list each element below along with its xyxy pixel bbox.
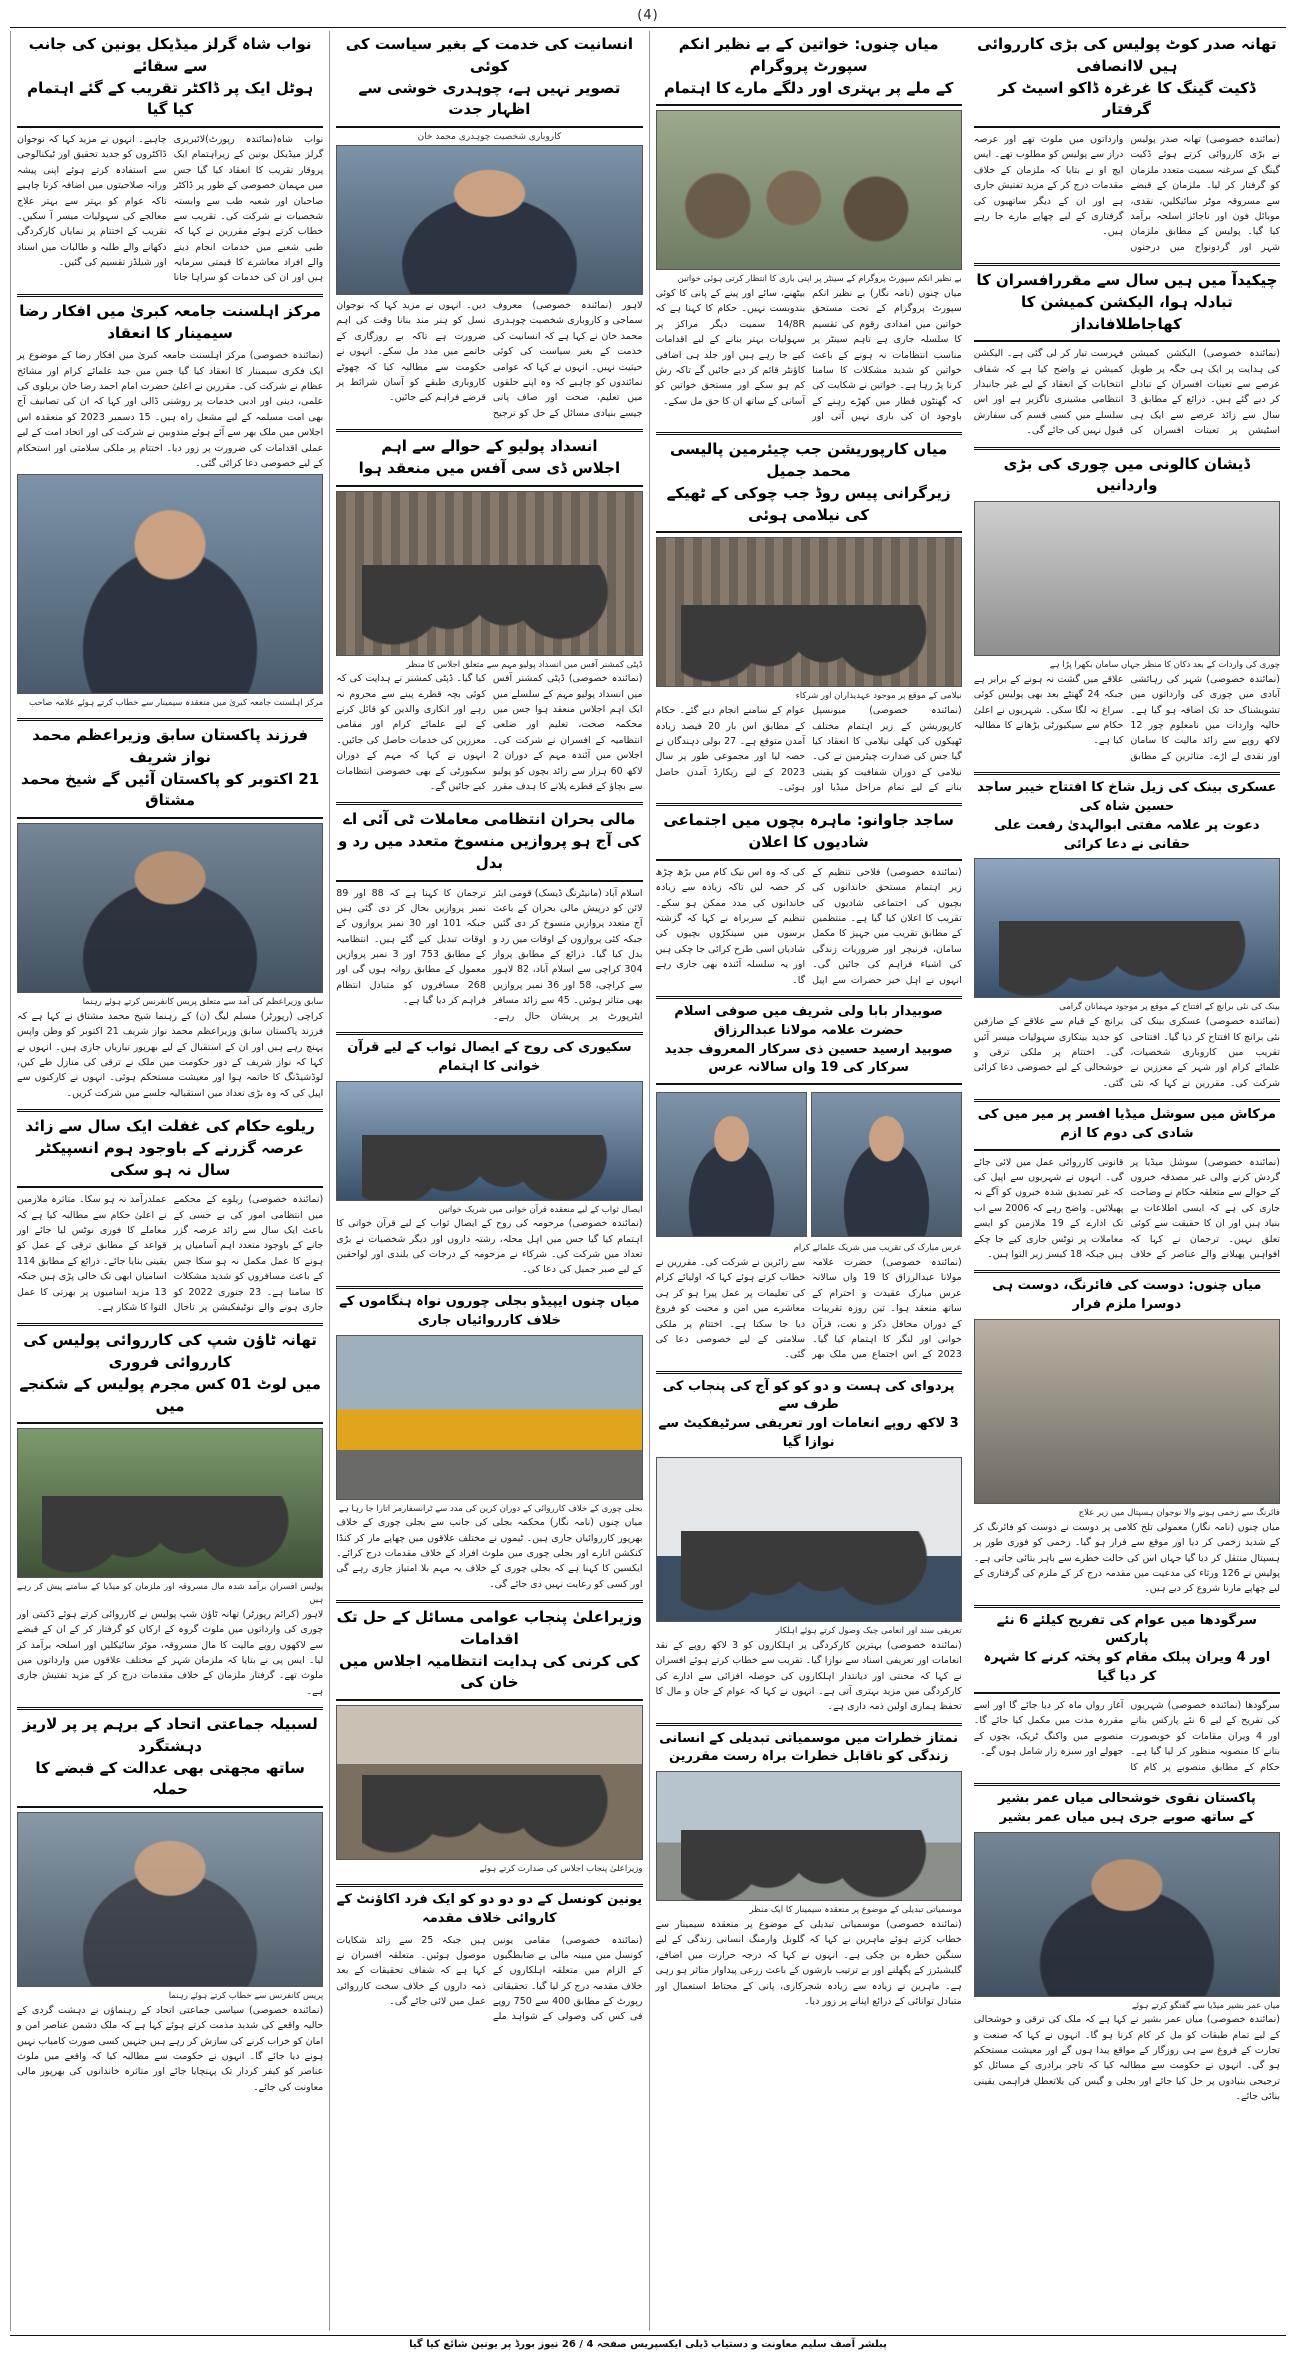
article-municipal-auction bbox=[656, 439, 962, 795]
photo-caption: سابق وزیراعظم کی آمد سے متعلق پریس کانفرنس کرتے ہوئے رہنما bbox=[82, 997, 324, 1007]
divider bbox=[336, 126, 642, 128]
photo-caption: چوری کی واردات کے بعد دکان کا منظر جہاں سامان بکھرا پڑا ہے bbox=[1049, 660, 1280, 670]
headline: پردوای کی ہست و دو کو کو آج کی پنجاب کی طرف سے 3 لاکھ روپے انعامات اور تعریفی سرٹیفکیٹ سے نوازا گیا bbox=[658, 1378, 959, 1451]
article-union-council-case bbox=[336, 1891, 642, 2025]
headline: یونین کونسل کے دو دو دو کو ایک فرد اکاؤنٹ کے کاروائی خلاف مقدمہ bbox=[336, 1891, 643, 1926]
headline: پاکستان نقوی خوشحالی میاں عمر بشیر کے ساتھ صوبے جری ہیں میاں عمر بشیر bbox=[997, 1790, 1256, 1825]
article-nawabshah-medical bbox=[17, 34, 323, 286]
headline: انسانیت کی خدمت کے بغیر سیاست کی کوئی تصویر نہیں ہے، چوہدری خوشی سے اظہار جدت bbox=[345, 35, 634, 119]
photo-crane-truck bbox=[336, 1335, 642, 1500]
divider bbox=[336, 485, 642, 487]
divider bbox=[974, 1099, 1280, 1102]
photo-conference-hall bbox=[336, 1705, 642, 1860]
headline: عسکری بینک کی زیل شاخ کا افتتاح خیبر ساجد حسین شاہ کی دعوت پر علامہ مفتی ابوالہدیٰ رفعت علی حقانی نے دعا کرائی bbox=[977, 780, 1277, 852]
top-rule bbox=[10, 27, 1286, 28]
photo-portrait-scholar-b bbox=[656, 1092, 807, 1237]
divider bbox=[974, 772, 1280, 775]
divider bbox=[974, 340, 1280, 342]
photo-caption: تعریفی سند اور انعامی چیک وصول کرتے ہوئے اہلکار bbox=[775, 1626, 962, 1636]
divider bbox=[656, 1723, 962, 1726]
article-body: میاں چنوں (نامہ نگار) محکمہ بجلی کی جانب سے بجلی چوری کے خلاف بھرپور کارروائیاں جاری ہیں۔ ٹیموں نے مختلف علاقوں میں چھاپے مار کر کنڈا کنکشن اتارے اور بجلی چوری میں ملوث افراد کے خلاف مقدمات درج کرائے۔ ایکسین کا کہنا ہے کہ بجلی چوری کے خلاف یہ مہم بلا امتیاز جاری رہے گی اور کسی کو رعایت نہیں دی جائے گی۔ bbox=[336, 1517, 643, 1590]
divider bbox=[336, 1699, 642, 1701]
headline: ریلوے حکام کی غفلت ایک سال سے زائد عرصہ گزرنے کے باوجود ہوم انسپیکٹر سال نہ ہو سکی bbox=[25, 1117, 315, 1179]
photo-caption: بینک کی نئی برانچ کے افتتاح کے موقع پر موجود مہمانان گرامی bbox=[1059, 1002, 1280, 1013]
divider bbox=[974, 126, 1280, 128]
article-railway-negligence bbox=[17, 1116, 323, 1315]
headline: چیکیدآ میں ہیں سال سے مقررافسران کا تبادلہ ہوا، الیکشن کمیشن کا کھاجاطلافانداز bbox=[976, 271, 1278, 333]
divider bbox=[336, 1600, 642, 1603]
column-4 bbox=[968, 31, 1286, 2331]
divider bbox=[336, 1286, 642, 1289]
article-pia-flights bbox=[336, 809, 642, 1024]
article-body: (نمائندہ خصوصی) موسمیاتی تبدیلی کے موضوع پر منعقدہ سیمینار سے خطاب کرتے ہوئے ماہرین نے کہا کہ گلوبل وارمنگ انسانی زندگی کے لیے سنگین خطرہ بن چکی ہے۔ انہوں نے کہا کہ درجہ حرارت میں اضافے، گلیشیئرز کے پگھلنے اور بے ترتیب بارشوں کے باعث زرعی پیداوار متاثر ہو رہی ہے۔ ماہرین نے زیادہ سے زیادہ شجرکاری، پانی کے محتاط استعمال اور متبادل توانائی کے ذرائع اپنانے پر زور دیا۔ bbox=[655, 1919, 962, 2007]
divider bbox=[656, 104, 962, 106]
divider bbox=[336, 1884, 642, 1887]
photo-portrait-scholar bbox=[17, 474, 323, 694]
photo-caption: فائرنگ سے زخمی ہونے والا نوجوان ہسپتال میں زیر علاج bbox=[1078, 1508, 1280, 1518]
article-mass-marriages bbox=[656, 810, 962, 988]
headline: مرکاش میں سوشل میڈیا افسر پر میر میں کی شادی کی دوم کا ازم bbox=[977, 1107, 1276, 1141]
photo-meeting-table bbox=[336, 491, 642, 656]
divider bbox=[336, 429, 642, 432]
divider bbox=[974, 1149, 1280, 1151]
headline: انسداد پولیو کے حوالے سے اہم اجلاس ڈی سی آفس میں منعقد ہوا bbox=[358, 437, 621, 477]
headline: مرکز اہلسنت جامعہ کبریٰ میں افکار رضا سیمینار کا انعقاد bbox=[19, 301, 322, 342]
article-friend-firing bbox=[974, 1277, 1280, 1596]
column-1 bbox=[10, 31, 329, 2331]
headline: میاں چنوں ایپیڈو بجلی چوروں نواہ ہنگاموں کے خلاف کارروائیاں جاری bbox=[339, 1293, 640, 1328]
article-humanity-service bbox=[336, 34, 642, 421]
column-2 bbox=[329, 31, 648, 2331]
photo-seminar-room bbox=[656, 1771, 962, 1901]
divider bbox=[17, 817, 323, 819]
article-climate-change bbox=[656, 1730, 962, 2010]
headline: وزیراعلیٰ پنجاب عوامی مسائل کے حل تک اقدامات کی کرنی کی ہدایت انتظامیہ اجلاس میں خان کی bbox=[336, 1608, 643, 1692]
article-sadar-police-raid bbox=[974, 34, 1280, 255]
column-3 bbox=[649, 31, 968, 2331]
page-footer: پبلشر آصف سلیم معاونت و دستیاب ڈیلی ایکسپریس صفحہ 4 / 26 نیوز بورڈ پر یونین شائع کیا گیا bbox=[10, 2335, 1286, 2350]
article-lasbela-alliance bbox=[17, 1714, 323, 2095]
photo-women-group bbox=[656, 110, 962, 270]
divider bbox=[656, 996, 962, 999]
page-number: (4) bbox=[637, 8, 659, 23]
headline: صوبیدار بابا ولی شریف میں صوفی اسلام حضرت علامہ مولانا عبدالرزاق صوبید ارسید حسین ذی سرکار المعروف جدید سرکار کی 19 واں سالانہ عرس bbox=[664, 1003, 953, 1076]
article-award-ceremony bbox=[656, 1378, 962, 1715]
columns-grid bbox=[10, 31, 1286, 2331]
divider bbox=[17, 1707, 323, 1710]
headline: سکیوری کی روح کے ایصال ثواب کے لیے قرآن خوانی کا اہتمام bbox=[347, 1039, 632, 1074]
article-electricity-theft bbox=[336, 1293, 642, 1592]
article-body: لاہور (کرائم رپورٹر) تھانہ ٹاؤن شپ پولیس نے کارروائی کرتے ہوئے ڈکیتی اور چوری کی وارداتوں میں ملوث گروہ کے ارکان کو گرفتار کر کے ان کے قبضے سے لاکھوں روپے مالیت کا مال مسروقہ، موٹر سائیکلیں اور اسلحہ برآمد کر لیا۔ ایس پی نے بتایا کہ ملزمان شہر کے مختلف علاقوں میں وارداتوں میں ملوث تھے۔ گرفتار ملزمان کے خلاف مقدمات درج کر کے مزید تفتیش جاری ہے۔ bbox=[17, 1608, 324, 1697]
article-body: (نمائندہ خصوصی) ریلوے کے محکمے میں انتظامی امور کی بے حسی کے باعث ایک سال سے زائد عرصہ گزر جانے کے باوجود متعدد اہم آسامیاں پر ہونے کا عمل مکمل نہ ہو سکا جس کے باعث مسافروں کو شدید مشکلات کا سامنا ہے۔ 23 جنوری 2022 کو جاری ہونے والے نوٹیفکیشن پر تاحال عملدرآمد نہ ہو سکا۔ متاثرہ ملازمین نے اعلیٰ حکام سے مطالبہ کیا ہے کہ معاملے کا فوری نوٹس لیا جائے اور قواعد کے مطابق ترقی کے عمل کو یقینی بنایا جائے۔ ذرائع کے مطابق 114 اسامیاں ابھی تک خالی پڑی ہیں جبکہ 13 مزید اسامیوں پر بھرتی کا عمل التوا کا شکار ہے۔ bbox=[17, 1194, 324, 1313]
headline: نواب شاہ گرلز میڈیکل یونین کی جانب سے سقائے ہوٹل ایک پر ڈاکٹر تقریب کے گئے اہتمام کیا گیا bbox=[27, 35, 314, 119]
photo-caption: ایصال ثواب کے لیے منعقدہ قرآن خوانی میں شریک خواتین bbox=[438, 1204, 643, 1215]
article-body: (نمائندہ خصوصی) شہر کی رہائشی آبادی میں چوری کی وارداتوں میں تشویشناک حد تک اضافہ ہو گیا ہے۔ حالیہ واردات میں نامعلوم چور 12 لاکھ روپے سے زائد مالیت کا سامان اور نقدی لے اڑے۔ متاثرین کے مطابق علاقے میں گشت نہ ہونے کے برابر ہے جبکہ 24 گھنٹے بعد بھی پولیس کوئی سراغ نہ لگا سکی۔ شہریوں نے اعلیٰ حکام سے سیکیورٹی بڑھانے کا مطالبہ کیا ہے۔ bbox=[973, 673, 1280, 762]
article-markaz-ahlesunnat bbox=[17, 301, 323, 710]
photo-caption: پریس کانفرنس سے خطاب کرتے ہوئے رہنما bbox=[168, 1991, 324, 2001]
photo-caption: پولیس افسران برآمد شدہ مال مسروقہ اور ملزمان کو میڈیا کے سامنے پیش کر رہے ہیں bbox=[17, 1582, 324, 1605]
article-social-media-clarification bbox=[974, 1106, 1280, 1262]
article-sargodha-parks bbox=[974, 1612, 1280, 1775]
photo-quran-khwani bbox=[336, 1081, 642, 1201]
article-body: (نمائندہ خصوصی) حضرت علامہ مولانا عبدالرزاق کا 19 واں سالانہ عرس مبارک عقیدت و احترام کے ساتھ منعقد ہوا۔ تین روزہ تقریبات کے دوران محافل ذکر و نعت، قرآن خوانی اور لنگر کا اہتمام کیا گیا۔ 2023 کے اس اجتماع میں ملک بھر سے زائرین نے شرکت کی۔ مقررین نے خطاب کرتے ہوئے کہا کہ اولیائے کرام کی تعلیمات پر عمل پیرا ہو کر ہی معاشرے میں امن و محبت کو فروغ دیا جا سکتا ہے۔ اختتام پر ملکی سلامتی کے لیے خصوصی دعا کی گئی۔ bbox=[655, 1257, 962, 1361]
headline: نمتاز خطرات میں موسمیاتی تبدیلی کے انسانی زندگی کو ناقابل خطرات براہ رست مقررین bbox=[659, 1730, 958, 1765]
article-body: میاں چنوں (نامہ نگار) معمولی تلخ کلامی پر دوست نے دوست کو فائرنگ کر کے شدید زخمی کر دیا اور موقع سے فرار ہو گیا۔ زخمی کو فوری طور پر ہسپتال منتقل کر دیا گیا جہاں اس کی حالت خطرے سے باہر بتائی جاتی ہے۔ پولیس نے 126 ورثاء کی مدعیت میں مقدمہ درج کر کے ملزم کی گرفتاری کے لیے چھاپے مارنا شروع کر دیے ہیں۔ bbox=[973, 1521, 1280, 1595]
photo-bank-opening bbox=[974, 858, 1280, 998]
divider bbox=[336, 802, 642, 805]
divider bbox=[17, 1323, 323, 1326]
article-body: نواب شاہ(نمائندہ رپورٹ)لائبریری گرلز میڈیکل یونین کے زیراہتمام ایک پروقار تقریب کا انعقاد کیا گیا جس میں مہمان خصوصی کے طور پر ڈاکٹر صاحبان اور شعبہ طب سے وابستہ شخصیات نے شرکت کی۔ تقریب سے خطاب کرتے ہوئے مقررین نے کہا کہ طبی شعبے میں خدمات انجام دینے والے افراد معاشرے کا قیمتی سرمایہ ہیں اور ان کی خدمات کو سراہا جانا چاہیے۔ انہوں نے مزید کہا کہ نوجوان ڈاکٹروں کو جدید تحقیق اور ٹیکنالوجی سے استفادہ کرتے ہوئے اپنی پیشہ ورانہ صلاحیتوں میں اضافہ کرنا چاہیے تاکہ عوام کو بہتر سے بہتر علاج معالجے کی سہولیات میسر آ سکیں۔ تقریب کے اختتام پر نمایاں کارکردگی دکھانے والے طلبہ و طالبات میں اسناد اور شیلڈز تقسیم کی گئیں۔ bbox=[17, 134, 324, 284]
article-body: (نمائندہ خصوصی) سوشل میڈیا پر گردش کرنے والی غیر مصدقہ خبروں کے حوالے سے متعلقہ حکام نے وضاحت جاری کی ہے کہ ایسی اطلاعات بے بنیاد ہیں اور ان کا حقیقت سے کوئی تعلق نہیں۔ ترجمان نے کہا کہ افواہیں پھیلانے والے عناصر کے خلاف قانونی کارروائی عمل میں لائی جائے گی۔ انہوں نے شہریوں سے اپیل کی کہ غیر تصدیق شدہ خبروں کو آگے نہ پھیلائیں۔ واضح رہے کہ 2006 سے اب تک ادارے کے 19 ملازمین کو ایسے معاملات پر نوٹس جاری کیے جا چکے ہیں جبکہ 18 کیسز زیر التوا ہیں۔ bbox=[973, 1156, 1280, 1260]
article-body: (نمائندہ خصوصی) عسکری بینک کی نئی برانچ کا افتتاح کر دیا گیا۔ افتتاحی تقریب میں کاروباری شخصیات، علمائے کرام اور شہر کے معززین نے شرکت کی۔ مقررین نے کہا کہ نئی برانچ کے قیام سے علاقے کے صارفین کو جدید بینکاری سہولیات میسر آئیں گی۔ اختتام پر ملکی ترقی و خوشحالی کے لیے خصوصی دعا کرائی گئی۔ bbox=[973, 1016, 1280, 1089]
photo-caption: نیلامی کے موقع پر موجود عہدیداران اور شرکاء bbox=[795, 691, 962, 702]
divider bbox=[974, 1692, 1280, 1694]
headline: مالی بحران انتظامی معاملات ٹی آئی اے کی آج ہو پروازیں منسوخ متعدد میں رد و بدل bbox=[338, 810, 641, 872]
article-polio-meeting bbox=[336, 436, 642, 794]
photo-portrait-leader bbox=[17, 823, 323, 993]
divider bbox=[656, 432, 962, 435]
photo-injured-man bbox=[974, 1319, 1280, 1504]
article-body: کراچی (رپورٹر) مسلم لیگ (ن) کے رہنما شیخ محمد مشتاق نے کہا ہے کہ فرزند پاکستان سابق وزیراعظم محمد نواز شریف 21 اکتوبر کو وطن واپس پہنچ رہے ہیں اور ان کے استقبال کے لیے بھرپور تیاریاں جاری ہیں۔ انہوں نے کہا کہ نواز شریف کے دور حکومت میں ملک نے ترقی کی منازل طے کیں، لوڈشیڈنگ کا خاتمہ ہوا اور معیشت مستحکم ہوئی۔ انہوں نے کارکنوں سے اپیل کی کہ وہ بڑی تعداد میں استقبالیہ جلسے میں شرکت کریں۔ bbox=[17, 1010, 324, 1099]
article-colony-thefts bbox=[974, 454, 1280, 765]
article-umar-bashir bbox=[974, 1790, 1280, 2105]
headline: تھانہ ٹاؤن شپ کی کارروائی پولیس کی کارروائی فروری میں لوٹ 01 کس مجرم پولیس کے شکنجے میں bbox=[19, 1331, 321, 1415]
headline: تھانہ صدر کوٹ پولیس کی بڑی کارروائی ہیں لاانصافی ڈکیت گینگ کا غرغرہ ڈاکو اسیٹ کر گرفتار bbox=[977, 35, 1277, 119]
divider bbox=[656, 1083, 962, 1085]
article-body: (نمائندہ خصوصی) میونسپل کارپوریشن کے زیر اہتمام مختلف ٹھیکوں کی کھلی نیلامی کا انعقاد کیا گیا جس کی صدارت چیئرمین نے کی۔ نیلامی کے دوران شفافیت کو یقینی بنانے کے لیے تمام مراحل میڈیا اور عوام کے سامنے انجام دیے گئے۔ حکام کے مطابق اس بار 20 فیصد زیادہ آمدن متوقع ہے۔ 27 بولی دہندگان نے حصہ لیا اور مجموعی طور پر سال 2023 کے لیے ریکارڈ آمدن حاصل ہوئی۔ bbox=[655, 705, 962, 793]
divider bbox=[656, 531, 962, 533]
article-nawaz-sharif-return bbox=[17, 725, 323, 1101]
photo-panel-meeting bbox=[656, 537, 962, 687]
divider bbox=[17, 1109, 323, 1112]
headline: فرزند پاکستان سابق وزیراعظم محمد نواز شریف 21 اکتوبر کو پاکستان آئیں گے شیخ محمد مشتاق bbox=[21, 726, 320, 810]
photo-caption: بے نظیر انکم سپورٹ پروگرام کے سینٹر پر اپنی باری کا انتظار کرتی ہوئی خواتین bbox=[677, 274, 962, 285]
article-body: (نمائندہ خصوصی) تھانہ صدر پولیس نے بڑی کارروائی کرتے ہوئے ڈکیت گینگ کے سرغنہ سمیت متعدد ملزمان کو گرفتار کر لیا۔ ملزمان کے قبضے سے مسروقہ موٹر سائیکلیں، نقدی، موبائل فون اور ناجائز اسلحہ برآمد کیا گیا۔ پولیس کے مطابق ملزمان شہر اور گردونواح میں درجنوں وارداتوں میں ملوث تھے اور عرصہ دراز سے پولیس کو مطلوب تھے۔ ایس ایچ او نے بتایا کہ ملزمان کے خلاف مقدمات درج کر کے مزید تفتیش جاری ہے اور ان کے دیگر ساتھیوں کی گرفتاری کے لیے چھاپے مارے جا رہے ہیں۔ bbox=[973, 134, 1280, 253]
divider bbox=[974, 447, 1280, 450]
article-body: (نمائندہ خصوصی) بہترین کارکردگی پر اہلکاروں کو 3 لاکھ روپے کے نقد انعامات اور تعریفی اسناد سے نوازا گیا۔ تقریب سے خطاب کرتے ہوئے افسران نے کہا کہ محنتی اور دیانتدار اہلکاروں کی حوصلہ افزائی سے ادارے کی کارکردگی میں مزید بہتری آتی ہے۔ انہوں نے کہا کہ عوام کے جان و مال کا تحفظ ہماری اولین ذمہ داری ہے۔ bbox=[655, 1639, 962, 1713]
photo-caption: عرس مبارک کی تقریب میں شریک علمائے کرام bbox=[793, 1243, 962, 1254]
divider bbox=[17, 718, 323, 721]
article-township-police bbox=[17, 1330, 323, 1699]
photo-award-ceremony bbox=[656, 1457, 962, 1622]
article-cm-punjab bbox=[336, 1607, 642, 1876]
photo-portrait-man-suit bbox=[974, 1832, 1280, 1997]
divider bbox=[17, 1806, 323, 1808]
divider bbox=[974, 1605, 1280, 1608]
photo-portrait-scholar-a bbox=[811, 1092, 962, 1237]
divider bbox=[656, 803, 962, 806]
headline: ساجد جاوانو: ماہرہ بچوں میں اجتماعی شادیوں کا اعلان bbox=[663, 811, 954, 852]
article-body: لاہور (نمائندہ خصوصی) معروف سماجی و کاروباری شخصیت چوہدری محمد خان نے کہا ہے کہ انسانیت کی خدمت کے بغیر سیاست کی کوئی حیثیت نہیں۔ انہوں نے کہا کہ عوامی نمائندوں کو چاہیے کہ وہ اپنے حلقوں میں تعلیم، صحت اور صاف پانی جیسے بنیادی مسائل کے حل کو ترجیح دیں۔ انہوں نے مزید کہا کہ نوجوان نسل کو ہنر مند بنانا وقت کی اہم ضرورت ہے تاکہ بے روزگاری کے خاتمے میں مدد مل سکے۔ انہوں نے حکومت سے مطالبہ کیا کہ چھوٹے کاروباری طبقے کو آسان شرائط پر قرضے فراہم کیے جائیں۔ bbox=[336, 300, 643, 419]
article-askari-bank-branch bbox=[974, 779, 1280, 1091]
divider bbox=[656, 1371, 962, 1374]
photo-caption: کاروباری شخصیت چوہدری محمد خان bbox=[417, 132, 562, 142]
divider bbox=[656, 859, 962, 861]
photo-caption: بجلی چوری کے خلاف کارروائی کے دوران کرین کی مدد سے ٹرانسفارمر اتارا جا رہا ہے bbox=[338, 1503, 643, 1514]
article-body: میاں چنوں (نامہ نگار) بے نظیر انکم سپورٹ پروگرام کے تحت مستحق خواتین میں امدادی رقوم کی تقسیم کا سلسلہ جاری ہے تاہم سینٹر پر مناسب انتظامات نہ ہونے کے باعث خواتین کو شدید مشکلات کا سامنا کرنا پڑ رہا ہے۔ خواتین نے شکایت کی کہ گھنٹوں قطار میں کھڑے رہنے کے باوجود ان کی باری نہیں آتی اور بیٹھنے، سائے اور پینے کے پانی کا کوئی بندوبست نہیں۔ حکام کا کہنا ہے کہ 14/8R سمیت دیگر مراکز پر سہولیات بہتر بنانے کے لیے اقدامات کیے جا رہے ہیں اور جلد ہی اضافی کاؤنٹر قائم کر دیے جائیں گے تاکہ رش کم ہو سکے اور مستحق خواتین کو آسانی کے ساتھ ان کا حق مل سکے۔ bbox=[655, 288, 962, 422]
divider bbox=[17, 1422, 323, 1424]
headline: میاں چنوں: دوست کی فائرنگ، دوست ہی دوسرا ملزم فرار bbox=[992, 1278, 1262, 1313]
photo-caption: وزیراعلیٰ پنجاب اجلاس کی صدارت کرتے ہوئے bbox=[479, 1864, 643, 1875]
headline: میاں کارپوریشن جب چیئرمین پالیسی محمد جمیل زیرگرانی پیس روڈ جب چوکی کے ٹھیکے کی نیلامی ہوئی bbox=[666, 440, 951, 524]
photo-portrait-politician bbox=[17, 1812, 323, 1987]
headline: لسبیلہ جماعتی اتحاد کے برہم پر پر لاریز دہشتگرد ساتھ مجھتی بھی عدالت کے قبضے کا حملہ bbox=[22, 1715, 318, 1799]
article-body: (نمائندہ خصوصی) سیاسی جماعتی اتحاد کے رہنماؤں نے دہشت گردی کے حالیہ واقعے کی شدید مذمت کرتے ہوئے کہا ہے کہ ملک دشمن عناصر امن و امان کو خراب کرنے کی سازش کر رہے ہیں جنہیں کسی صورت کامیاب نہیں ہونے دیا جائے گا۔ انہوں نے حکومت سے مطالبہ کیا کہ واقعے میں ملوث عناصر کو کیفر کردار تک پہنچایا جائے اور متاثرہ خاندانوں کی بھرپور مالی معاونت کی جائے۔ bbox=[17, 2004, 324, 2093]
photo-caption: موسمیاتی تبدیلی کے موضوع پر منعقدہ سیمینار کا ایک منظر bbox=[749, 1905, 962, 1916]
photo-shop-interior bbox=[974, 501, 1280, 656]
article-body: اسلام آباد (مانیٹرنگ ڈیسک) قومی ایئر لائن کو درپیش مالی بحران کے باعث آج متعدد پروازیں منسوخ کر دی گئیں جبکہ کئی پروازوں کے اوقات میں رد و بدل کیا گیا۔ ذرائع کے مطابق پرواز 304 کراچی سے اسلام آباد، 82 لاہور سے کراچی، 58 اور 36 نمبر پروازیں بھی متاثر ہوئیں۔ 45 سے زائد مسافر ایئرپورٹ پر پریشان حال رہے۔ ترجمان کا کہنا ہے کہ 88 اور 89 نمبر پروازیں بحال کر دی گئی ہیں جبکہ 101 اور 30 نمبر پروازوں کے اوقات تبدیل کیے گئے ہیں۔ انتظامیہ کے مطابق 753 اور 3 نمبر پروازیں معمول کے مطابق روانہ ہوں گی اور 268 مسافروں کو متبادل انتظام فراہم کر دیا گیا ہے۔ bbox=[336, 887, 643, 1022]
divider bbox=[336, 1032, 642, 1035]
headline: ڈیشان کالونی میں چوری کی بڑی واردانیں bbox=[1003, 454, 1251, 495]
article-officers-transfer bbox=[974, 270, 1280, 439]
article-body: سرگودھا (نمائندہ خصوصی) شہریوں کی تفریح کے لیے 6 نئے پارکس بنانے اور 4 ویران مقامات کو خوبصورت بنانے کا منصوبہ منظور کر لیا گیا ہے۔ حکام کے مطابق منصوبے پر کام کا آغاز رواں ماہ کر دیا جائے گا اور اسے مقررہ مدت میں مکمل کیا جائے گا۔ منصوبے میں واکنگ ٹریک، بچوں کے جھولے اور سبزہ زار شامل ہوں گے۔ bbox=[973, 1700, 1280, 1773]
article-body: (نمائندہ خصوصی) مقامی یونین کونسل میں مبینہ مالی بے ضابطگیوں کے الزام میں متعلقہ اہلکاروں کے خلاف مقدمہ درج کر لیا گیا۔ تحقیقاتی رپورٹ کے مطابق 400 سے 750 روپے فی کس کی وصولی کے شواہد ملے ہیں جبکہ 25 سے زائد شکایات موصول ہوئیں۔ متعلقہ افسران نے کہا ہے کہ شفاف تحقیقات کے بعد ذمہ داروں کے خلاف سخت کارروائی عمل میں لائی جائے گی۔ bbox=[336, 1934, 643, 2023]
divider bbox=[974, 1783, 1280, 1786]
divider bbox=[17, 294, 323, 297]
photo-caption: مرکز اہلسنت جامعہ کبریٰ میں منعقدہ سیمینار سے خطاب کرتے ہوئے علامہ صاحب bbox=[28, 698, 324, 709]
article-body: (نمائندہ خصوصی) فلاحی تنظیم کے زیر اہتمام مستحق خاندانوں کی بچیوں کی اجتماعی شادیوں کی تقریب کا اعلان کیا گیا ہے۔ منتظمین کے مطابق تقریب میں جہیز کا مکمل سامان، فرنیچر اور ضروریات زندگی کی اشیاء فراہم کی جائیں گی۔ انہوں نے اہل خیر حضرات سے اپیل کی کہ وہ اس نیک کام میں بڑھ چڑھ کر حصہ لیں تاکہ زیادہ سے زیادہ خاندانوں کی مدد ممکن ہو سکے۔ تنظیم کے سربراہ نے کہا کہ گزشتہ برسوں میں سینکڑوں بچیوں کی شادیاں اسی طرح کرائی جا چکی ہیں اور یہ سلسلہ آئندہ بھی جاری رہے گا۔ bbox=[655, 866, 962, 986]
article-body: (نمائندہ خصوصی) ڈپٹی کمشنر آفس میں انسداد پولیو مہم کے سلسلے میں ایک اہم اجلاس منعقد ہوا جس میں محکمہ صحت، تعلیم اور ضلعی انتظامیہ کے افسران نے شرکت کی۔ اجلاس میں آئندہ مہم کے دوران 2 لاکھ 60 ہزار سے زائد بچوں کو پولیو سے بچاؤ کے قطرے پلانے کا ہدف مقرر کیا گیا۔ ڈپٹی کمشنر نے ہدایت کی کہ کوئی بچہ قطرے پینے سے محروم نہ رہے اور انکاری والدین کو قائل کرنے کے لیے علمائے کرام اور مقامی معززین کی خدمات حاصل کی جائیں۔ انہوں نے کہا کہ مہم کے دوران سکیورٹی کے بھی خصوصی انتظامات کیے جائیں گے۔ bbox=[336, 673, 643, 792]
article-quran-khwani bbox=[336, 1039, 642, 1278]
photo-portrait-man-beard bbox=[336, 145, 642, 295]
headline: سرگودھا میں عوام کی تفریح کیلئے 6 نئے پارکس اور 4 ویران پبلک مقام کو پختہ کرنے کا شہرہ کر دیا گیا bbox=[983, 1612, 1271, 1685]
photo-caption: میاں عمر بشیر میڈیا سے گفتگو کرتے ہوئے bbox=[1131, 2000, 1280, 2011]
divider bbox=[336, 880, 642, 882]
article-urs-mubarak bbox=[656, 1003, 962, 1363]
photo-police-recovery bbox=[17, 1428, 323, 1578]
divider bbox=[17, 1186, 323, 1188]
photo-caption: ڈپٹی کمشنر آفس میں انسداد پولیو مہم سے متعلق اجلاس کا منظر bbox=[406, 659, 643, 670]
article-body-lead: (نمائندہ خصوصی) مرکز اہلسنت جامعہ کبریٰ میں افکار رضا کے موضوع پر ایک فکری سیمینار کا انعقاد کیا گیا جس میں جید علمائے کرام اور مشائخ عظام نے شرکت کی۔ مقررین نے اعلیٰ حضرت امام احمد رضا خان بریلوی کی علمی، دینی اور ادبی خدمات پر روشنی ڈالی اور کہا کہ ان کی تصانیف آج بھی امت مسلمہ کے لیے مشعل راہ ہیں۔ 15 دسمبر 2023 کو منعقدہ اس اجلاس میں ملک بھر سے آئے ہوئے مندوبین نے شرکت کی اور اتحاد امت کے لیے عملی اقدامات کی ضرورت پر زور دیا۔ اختتام پر ملکی سلامتی اور استحکام کے لیے خصوصی دعا کرائی گئی۔ bbox=[17, 350, 324, 469]
article-body: (نمائندہ خصوصی) میاں عمر بشیر نے کہا ہے کہ ملک کی ترقی و خوشحالی کے لیے تمام طبقات کو مل کر کام کرنا ہو گا۔ انہوں نے کہا کہ صنعت و تجارت کے فروغ سے ہی روزگار کے مواقع پیدا ہوں گے اور معیشت مستحکم ہو گی۔ انہوں نے حکومت سے مطالبہ کیا کہ تاجر برادری کے مسائل کو ترجیحی بنیادوں پر حل کیا جائے اور بجلی و گیس کی بلاتعطل فراہمی یقینی بنائی جائے۔ bbox=[973, 2014, 1280, 2103]
article-body: (نمائندہ خصوصی) الیکشن کمیشن کی ہدایت پر ایک ہی جگہ پر طویل عرصے سے تعینات افسران کے تبادلے کر دیے گئے ہیں۔ ذرائع کے مطابق 3 سال سے زائد عرصے سے ایک ہی اسٹیشن پر تعینات افسران کی فہرست تیار کر لی گئی ہے۔ الیکشن کمیشن نے واضح کیا ہے کہ شفاف انتخابات کے انعقاد کے لیے غیر جانبدار انتظامی مشینری ناگزیر ہے اور اس سلسلے میں کسی قسم کی سفارش قبول نہیں کی جائے گی۔ bbox=[973, 348, 1280, 437]
headline: میاں چنوں: خواتین کے بے نظیر انکم سپورٹ پروگرام کے ملے پر بہتری اور دلگے مارے کا اہتمام bbox=[663, 35, 954, 97]
divider bbox=[974, 263, 1280, 266]
article-bisp-women bbox=[656, 34, 962, 424]
divider bbox=[17, 126, 323, 128]
photo-pair bbox=[656, 1089, 962, 1240]
divider bbox=[974, 1270, 1280, 1273]
article-body: (نمائندہ خصوصی) مرحومہ کی روح کے ایصال ثواب کے لیے قرآن خوانی کا اہتمام کیا گیا جس میں اہل محلہ، رشتہ داروں اور دیگر شخصیات نے بڑی تعداد میں شرکت کی۔ شرکاء نے مرحومہ کے درجات کی بلندی اور لواحقین کے لیے صبر جمیل کی دعا کی۔ bbox=[336, 1218, 643, 1276]
